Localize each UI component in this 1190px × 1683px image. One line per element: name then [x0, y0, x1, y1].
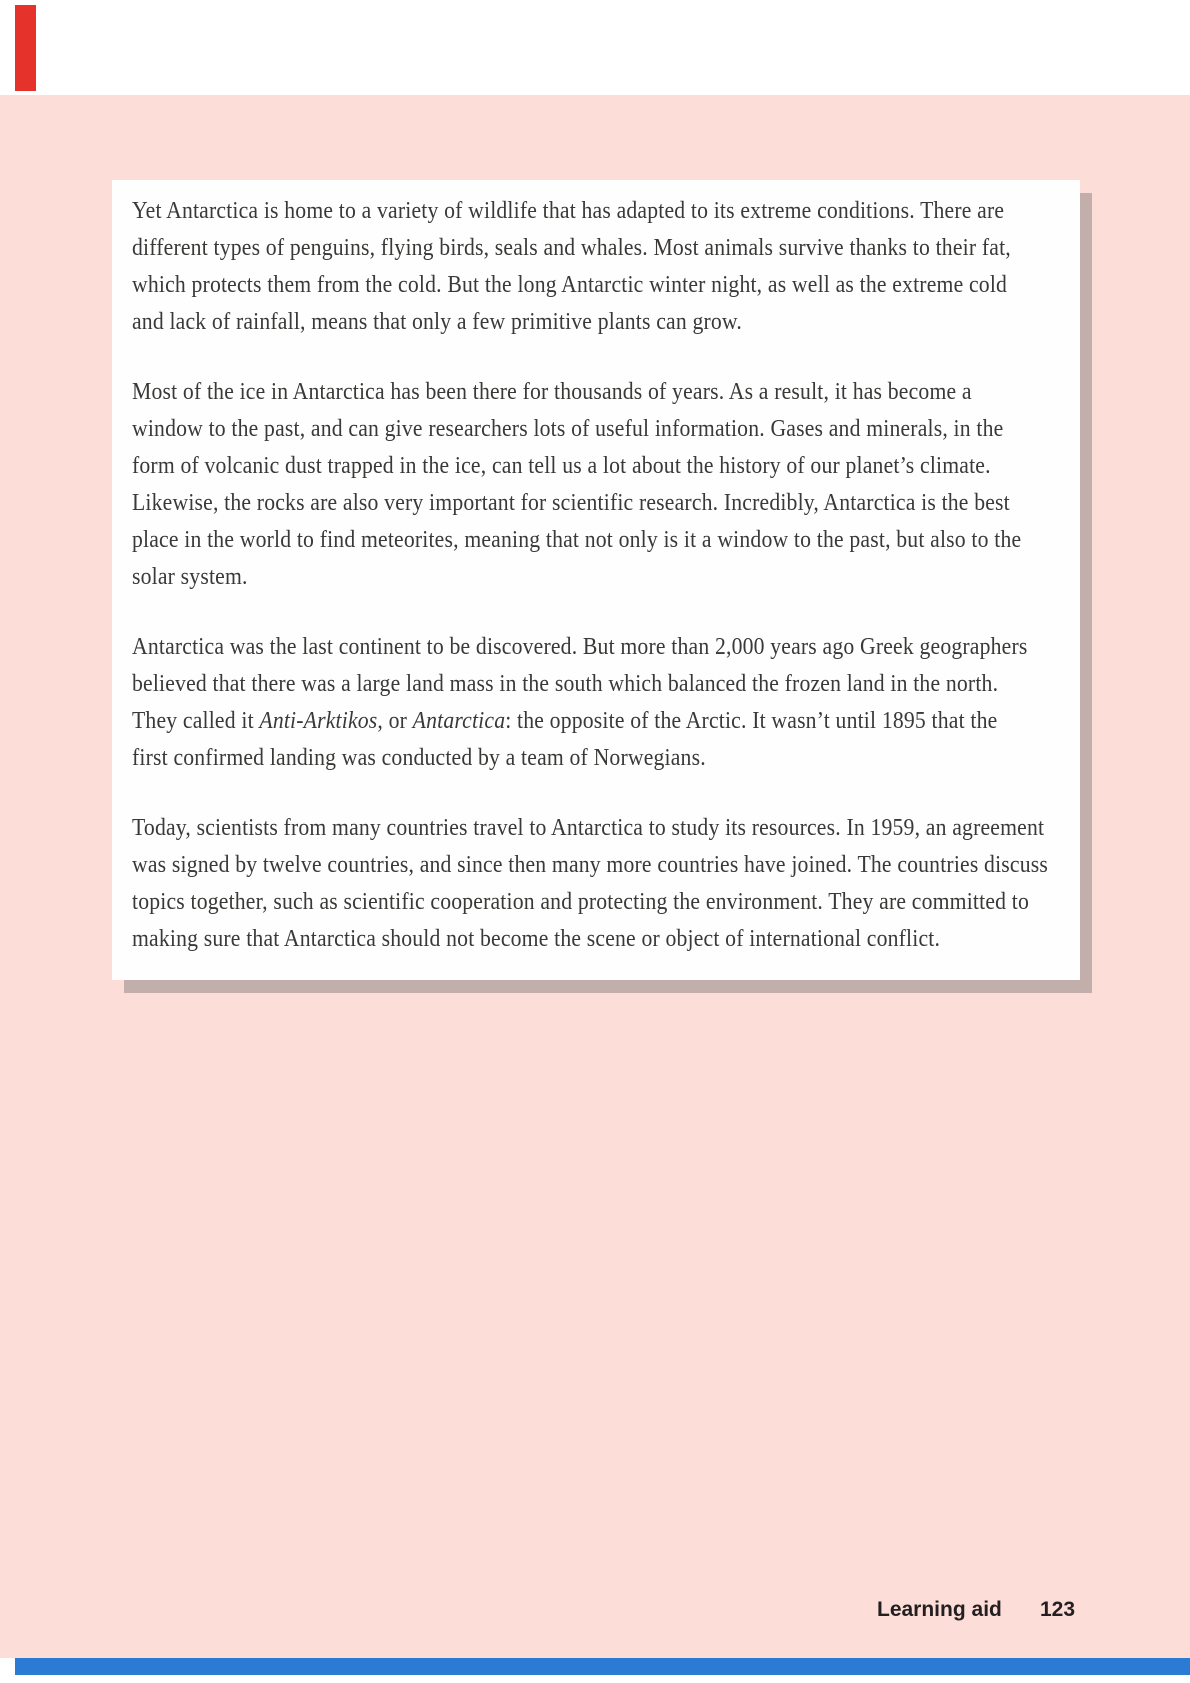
- text-line-content: Today, scientists from many countries travel to Antarctica to study its resources. In 1959, an agreement: [132, 815, 1045, 841]
- text-line: [132, 921, 1050, 958]
- text-line-content: form of volcanic dust trapped in the ice, can tell us a lot about the history of our planet’s climate.: [132, 453, 991, 479]
- text-line-content: Most of the ice in Antarctica has been there for thousands of years. As a result, it has become a: [132, 379, 972, 405]
- text-line: [132, 703, 1050, 740]
- paragraph: [132, 810, 1050, 958]
- text-line: [132, 629, 1050, 666]
- text-line-content: Likewise, the rocks are also very important for scientific research. Incredibly, Antarctica is the best: [132, 490, 1010, 516]
- text-line: [132, 522, 1050, 559]
- text-line-content: and lack of rainfall, means that only a few primitive plants can grow.: [132, 309, 742, 335]
- text-line-content: believed that there was a large land mass in the south which balanced the frozen land in the north.: [132, 671, 999, 697]
- text-line-content: Yet Antarctica is home to a variety of wildlife that has adapted to its extreme conditions. There are: [132, 198, 1005, 224]
- footer-section-label: Learning aid: [877, 1598, 1002, 1621]
- text-line-content: topics together, such as scientific cooperation and protecting the environment. They are committed to: [132, 889, 1030, 915]
- paragraph: [132, 193, 1050, 341]
- text-line: [132, 304, 1050, 341]
- footer-page-number: 123: [1040, 1598, 1076, 1621]
- text-line: [132, 448, 1050, 485]
- text-line: [132, 847, 1050, 884]
- red-corner-tab: [15, 5, 36, 91]
- text-line-content: place in the world to find meteorites, meaning that not only is it a window to the past, but also to the: [132, 527, 1022, 553]
- text-line: [132, 666, 1050, 703]
- text-line-content: They called it Anti-Arktikos, or Antarctica: the opposite of the Arctic. It wasn’t until 1895 that the: [132, 708, 998, 734]
- text-line: [132, 485, 1050, 522]
- text-line: [132, 230, 1050, 267]
- text-line: [132, 559, 1050, 596]
- text-line-content: window to the past, and can give researchers lots of useful information. Gases and minerals, in the: [132, 416, 1004, 442]
- text-line-content: first confirmed landing was conducted by a team of Norwegians.: [132, 745, 706, 771]
- text-line: [132, 411, 1050, 448]
- text-line-content: which protects them from the cold. But the long Antarctic winter night, as well as the extreme cold: [132, 272, 1008, 298]
- text-line-content: making sure that Antarctica should not become the scene or object of international conflict.: [132, 926, 941, 952]
- text-line: [132, 374, 1050, 411]
- text-line-content: different types of penguins, flying birds, seals and whales. Most animals survive thanks to their fat,: [132, 235, 1011, 261]
- text-line: [132, 193, 1050, 230]
- text-line-content: solar system.: [132, 564, 248, 590]
- blue-bottom-bar: [15, 1658, 1190, 1675]
- text-line: [132, 884, 1050, 921]
- text-line-content: Antarctica was the last continent to be discovered. But more than 2,000 years ago Greek geographers: [132, 634, 1028, 660]
- paragraph: [132, 629, 1050, 777]
- text-line: [132, 810, 1050, 847]
- paragraph: [132, 374, 1050, 596]
- article-card: [112, 180, 1080, 980]
- text-line-content: was signed by twelve countries, and since then many more countries have joined. The countries discuss: [132, 852, 1048, 878]
- text-line: [132, 740, 1050, 777]
- text-line: [132, 267, 1050, 304]
